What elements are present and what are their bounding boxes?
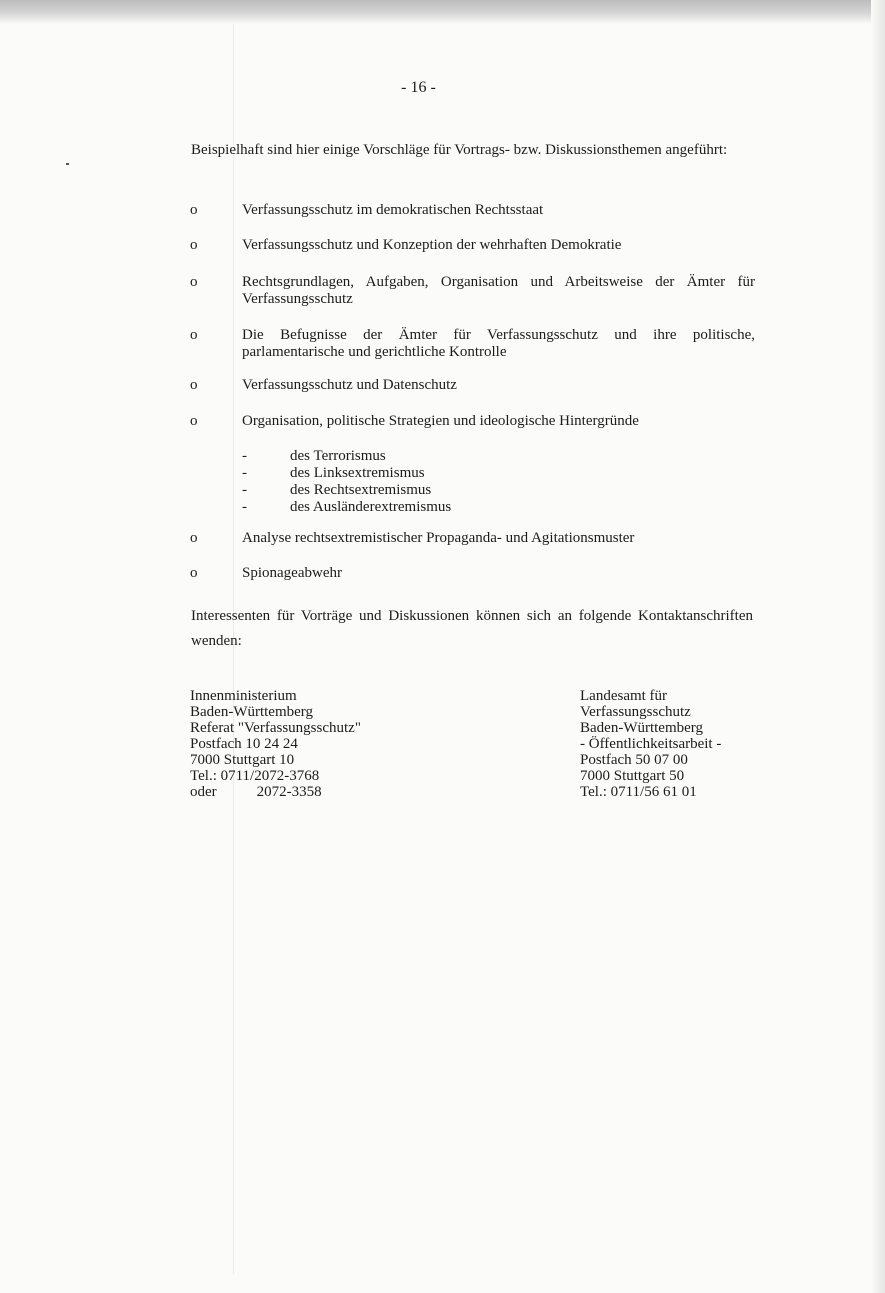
bullet: o: [190, 413, 198, 429]
subtopic-text: des Rechtsextremismus: [290, 482, 432, 498]
subtopic-item: [242, 448, 642, 465]
topic-text: Die Befugnisse der Ämter für Verfassungsschutz und ihre politische, parlamentarische und gerichtliche Kontrolle: [242, 327, 755, 360]
subtopic-list: [242, 448, 642, 516]
address-line: Baden-Württemberg: [580, 720, 704, 736]
bullet: o: [190, 377, 198, 393]
scan-shadow-top: [0, 0, 885, 24]
topic-text: Verfassungsschutz im demokratischen Rechtsstaat: [242, 202, 544, 218]
topic-text: Verfassungsschutz und Datenschutz: [242, 377, 457, 393]
address-line: Referat "Verfassungsschutz": [190, 720, 361, 736]
subtopic-text: des Linksextremismus: [290, 465, 425, 481]
contact-intro-paragraph: Interessenten für Vorträge und Diskussionen können sich an folgende Kontaktanschriften wenden:: [191, 608, 753, 649]
address-line: Tel.: 0711/56 61 01: [580, 784, 697, 800]
subtopic-item: [242, 465, 642, 482]
address-line: Landesamt für: [580, 688, 668, 704]
address-line: 7000 Stuttgart 10: [190, 752, 295, 768]
address-line: [190, 784, 450, 800]
topic-text: Organisation, politische Strategien und ideologische Hintergründe: [242, 413, 639, 429]
bullet: o: [190, 565, 198, 581]
subtopic-text: des Terrorismus: [290, 448, 386, 464]
scan-shadow-right: [871, 0, 885, 1293]
dash: -: [242, 465, 247, 481]
scan-speck: [66, 163, 69, 165]
address-line: Innenministerium: [190, 688, 297, 704]
dash: -: [242, 482, 247, 498]
dash: -: [242, 448, 247, 464]
address-line: Verfassungsschutz: [580, 704, 691, 720]
address-line: - Öffentlichkeitsarbeit -: [580, 736, 722, 752]
address-line: Tel.: 0711/2072-3768: [190, 768, 320, 784]
page-number: - 16 -: [401, 79, 436, 96]
topic-text: Rechtsgrundlagen, Aufgaben, Organisation und Arbeitsweise der Ämter für Verfassungsschutz: [242, 274, 755, 307]
address-innenministerium: [190, 688, 450, 800]
subtopic-text: des Ausländerextremismus: [290, 499, 452, 515]
address-line: Baden-Württemberg: [190, 704, 314, 720]
intro-paragraph: Beispielhaft sind hier einige Vorschläge für Vortrags- bzw. Diskussionsthemen angeführt:: [191, 142, 728, 158]
alt-phone-value: 2072-3358: [256, 784, 322, 800]
address-landesamt: [580, 688, 810, 800]
bullet: o: [190, 202, 198, 218]
dash: -: [242, 499, 247, 515]
subtopic-item: [242, 499, 642, 516]
topic-text: Spionageabwehr: [242, 565, 342, 581]
subtopic-item: [242, 482, 642, 499]
address-line: 7000 Stuttgart 50: [580, 768, 685, 784]
address-line: Postfach 10 24 24: [190, 736, 298, 752]
alt-phone-label: oder: [190, 784, 217, 800]
bullet: o: [190, 327, 198, 343]
bullet: o: [190, 530, 198, 546]
topic-text: Analyse rechtsextremistischer Propaganda- und Agitationsmuster: [242, 530, 635, 546]
bullet: o: [190, 237, 198, 253]
address-line: Postfach 50 07 00: [580, 752, 688, 768]
bullet: o: [190, 274, 198, 290]
topic-text: Verfassungsschutz und Konzeption der wehrhaften Demokratie: [242, 237, 622, 253]
